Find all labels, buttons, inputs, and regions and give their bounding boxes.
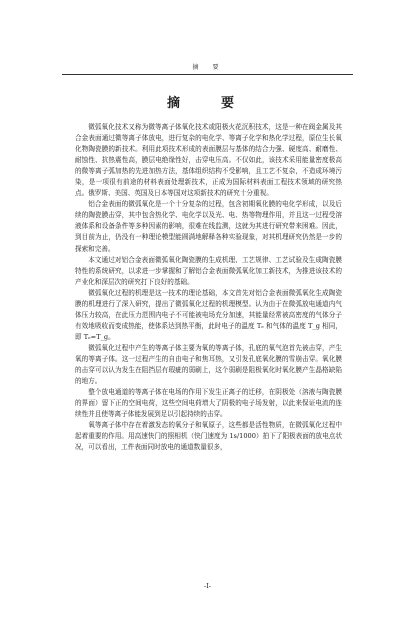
paragraph: 氧等离子体中存在着激发态的氧分子和氧原子，这些都是活性物质，在微弧氧化过程中起着重要的作用。用高速快门的照相机（快门速度为 1s/1000）拍下了阳极表面的放电点状况，可以看出，工件表面同时放电的通道数量很多， bbox=[75, 421, 342, 452]
running-header: 摘 要 bbox=[62, 62, 353, 75]
paragraph: 铝合金表面的微弧氧化是一个十分复杂的过程，包含初期氧化膜的电化学形成，以及后续的陶瓷膜击穿，其中包含热化学、电化学以及光、电、热等物理作用，并且这一过程受溶液体系和设备条件等多种因素的影响，很难在线监测，这就为其进行研究带来困难。因此，到目前为止，仍没有一种理论模型能圆满地解释各种实验现象，对其机理研究仍然是一步的探索和完善。 bbox=[75, 200, 342, 253]
paragraph: 微弧氧化过程中产生的等离子体主要为氧的等离子体，孔底的氧气泡首先被击穿，产生氧的等离子体。这一过程产生的自由电子和焦耳热，又引发孔底氧化膜的雪崩击穿。氧化膜的击穿可以认为发生在阻挡层有瑕疵的弱刷上，这个弱刷是阻极氧化时氧化膜产生晶格缺陷的地方。 bbox=[75, 343, 342, 386]
page-title: 摘 要 bbox=[166, 96, 248, 111]
paragraph: 微弧氧化过程的机理是这一技术的理论基础，本文首先对铝合金表面微弧氧化生成陶瓷膜的机理进行了深入研究，提出了微弧氧化过程的机理模型。认为由于在微弧放电通道内气体压力较高，在此压力范围内电子不可能被电场充分加速，其能量经常被高密度的气体分子有效地吸收而变成热能，使体系达到热平衡，此时电子的温度 Tₑ 和气体的温度 T_g 相同，即 Tₑ=T_g。 bbox=[75, 288, 342, 341]
paragraph: 整个放电通道的等离子体在电场的作用下发生正离子的迁移，在阴极处（溶液与陶瓷膜的界面）留下正的空间电荷，这些空间电荷增大了阴极的电子场发射，以此来保证电流的连续性并且使等离子体能发展到足以引起持续的击穿。 bbox=[75, 388, 342, 419]
page-number: -I- bbox=[204, 582, 211, 590]
abstract-body bbox=[75, 122, 342, 453]
paragraph: 本文通过对铝合金表面微弧氧化陶瓷膜的生成机理、工艺规律、工艺试验及生成陶瓷膜特性的系统研究，以求进一步掌握和了解铝合金表面微弧氧化加工新技术，为推进该技术的产业化和深层次的研究打下良好的基础。 bbox=[75, 255, 342, 286]
paragraph: 微弧氧化技术又称为微等离子体氧化技术或阳极火花沉积技术，这是一种在阀金属及其合金表面通过微等离子体放电，进行复杂的电化学、等离子化学和热化学过程，原位生长氧化物陶瓷膜的新技术。利用此项技术形成的表面膜层与基体的结合力强、硬度高、耐磨性、耐蚀性、抗热震性高，膜层电绝缘性好，击穿电压高。不仅如此，该技术采用能量密度极高的微等离子弧加热的先进加热方法，基体组织结构不受影响，且工艺不复杂，不造成环境污染，是一项很有前途的材料表面处理新技术，正成为国际材料表面工程技术领域的研究热点。俄罗斯、美国、英国及日本等国对这项新技术的研究十分重视。 bbox=[75, 123, 342, 198]
